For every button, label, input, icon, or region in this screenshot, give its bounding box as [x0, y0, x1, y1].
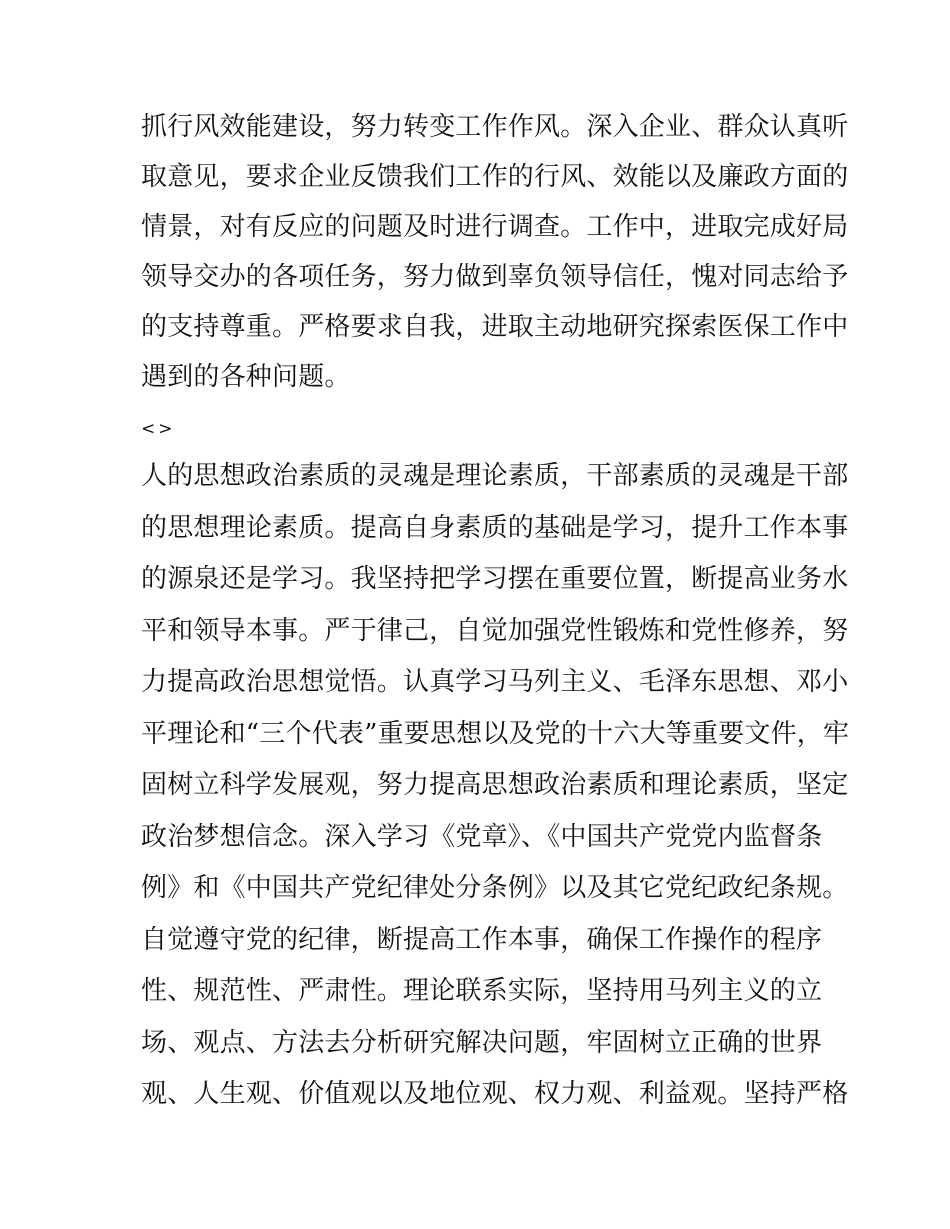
text-line: 固树立科学发展观，努力提高思想政治素质和理论素质，坚定: [141, 770, 849, 800]
text-line: 例》和《中国共产党纪律处分条例》以及其它党纪政纪条规。: [141, 873, 849, 903]
section-separator: <>: [141, 419, 176, 439]
text-line: 的支持尊重。严格要求自我，进取主动地研究探索医保工作中: [141, 312, 849, 342]
text-line: 平和领导本事。严于律己，自觉加强党性锻炼和党性修养，努: [141, 615, 849, 646]
text-line: 性、规范性、严肃性。理论联系实际，坚持用马列主义的立: [141, 976, 823, 1006]
text-line: 抓行风效能建设，努力转变工作作风。深入企业、群众认真听: [141, 112, 849, 142]
text-line: 领导交办的各项任务，努力做到辜负领导信任，愧对同志给予: [141, 262, 849, 292]
text-line: 平理论和“三个代表”重要思想以及党的十六大等重要文件，牢: [141, 718, 850, 749]
text-line: 场、观点、方法去分析研究解决问题，牢固树立正确的世界: [141, 1027, 823, 1058]
paragraph-work-style: [141, 102, 849, 402]
text-line: 的思想理论素质。提高自身素质的基础是学习，提升工作本事: [141, 512, 849, 543]
text-line: 遇到的各种问题。: [141, 362, 351, 392]
text-line: 的源泉还是学习。我坚持把学习摆在重要位置，断提高业务水: [141, 564, 849, 594]
paragraph-political-study: [141, 451, 850, 1121]
text-line: 人的思想政治素质的灵魂是理论素质，干部素质的灵魂是干部: [141, 461, 849, 491]
text-line: 力提高政治思想觉悟。认真学习马列主义、毛泽东思想、邓小: [141, 667, 849, 697]
text-line: 政治梦想信念。深入学习《党章》、《中国共产党党内监督条: [141, 821, 823, 852]
text-line: 取意见，要求企业反馈我们工作的行风、效能以及廉政方面的: [141, 162, 849, 192]
text-line: 情景，对有反应的问题及时进行调查。工作中，进取完成好局: [141, 212, 849, 242]
text-line: 自觉遵守党的纪律，断提高工作本事，确保工作操作的程序: [141, 924, 823, 955]
text-line: 观、人生观、价值观以及地位观、权力观、利益观。坚持严格: [141, 1079, 849, 1109]
